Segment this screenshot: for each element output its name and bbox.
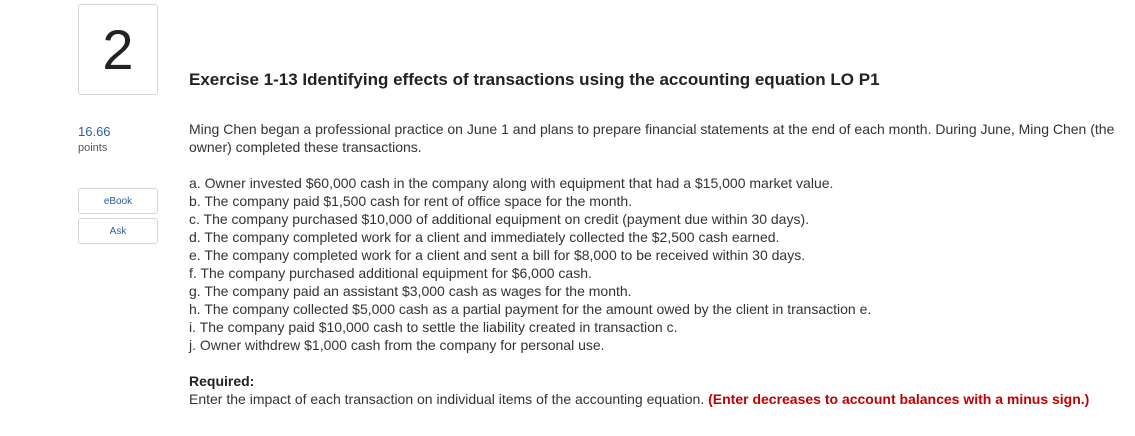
required-instructions [189,390,1119,408]
ask-button[interactable]: Ask [78,218,158,244]
points-label: points [78,142,108,154]
transaction-item: d. The company completed work for a client and immediately collected the $2,500 cash earned. [189,229,780,245]
required-emphasis: (Enter decreases to account balances with a minus sign.) [708,391,1090,407]
exercise-content [189,120,1119,408]
transaction-item: g. The company paid an assistant $3,000 cash as wages for the month. [189,283,632,299]
required-heading: Required: [189,373,255,389]
question-number: 2 [78,4,158,95]
transaction-item: h. The company collected $5,000 cash as a partial payment for the amount owed by the client in transaction e. [189,301,872,317]
transaction-list [189,174,1119,354]
transaction-item: j. Owner withdrew $1,000 cash from the company for personal use. [189,337,605,353]
transaction-item: b. The company paid $1,500 cash for rent of office space for the month. [189,193,633,209]
transaction-item: c. The company purchased $10,000 of additional equipment on credit (payment due within 30 days). [189,211,810,227]
transaction-item: a. Owner invested $60,000 cash in the company along with equipment that had a $15,000 market value. [189,175,834,191]
transaction-item: f. The company purchased additional equipment for $6,000 cash. [189,265,592,281]
ebook-button[interactable]: eBook [78,188,158,214]
transaction-item: i. The company paid $10,000 cash to settle the liability created in transaction c. [189,319,678,335]
exercise-intro: Ming Chen began a professional practice on June 1 and plans to prepare financial statements at the end of each month. During June, Ming Chen (the owner) completed these transactions. [189,121,1115,155]
exercise-title: Exercise 1-13 Identifying effects of transactions using the accounting equation LO P1 [189,70,880,89]
required-text: Enter the impact of each transaction on individual items of the accounting equation. [189,391,705,407]
points-value: 16.66 [78,124,111,139]
transaction-item: e. The company completed work for a client and sent a bill for $8,000 to be received within 30 days. [189,247,806,263]
